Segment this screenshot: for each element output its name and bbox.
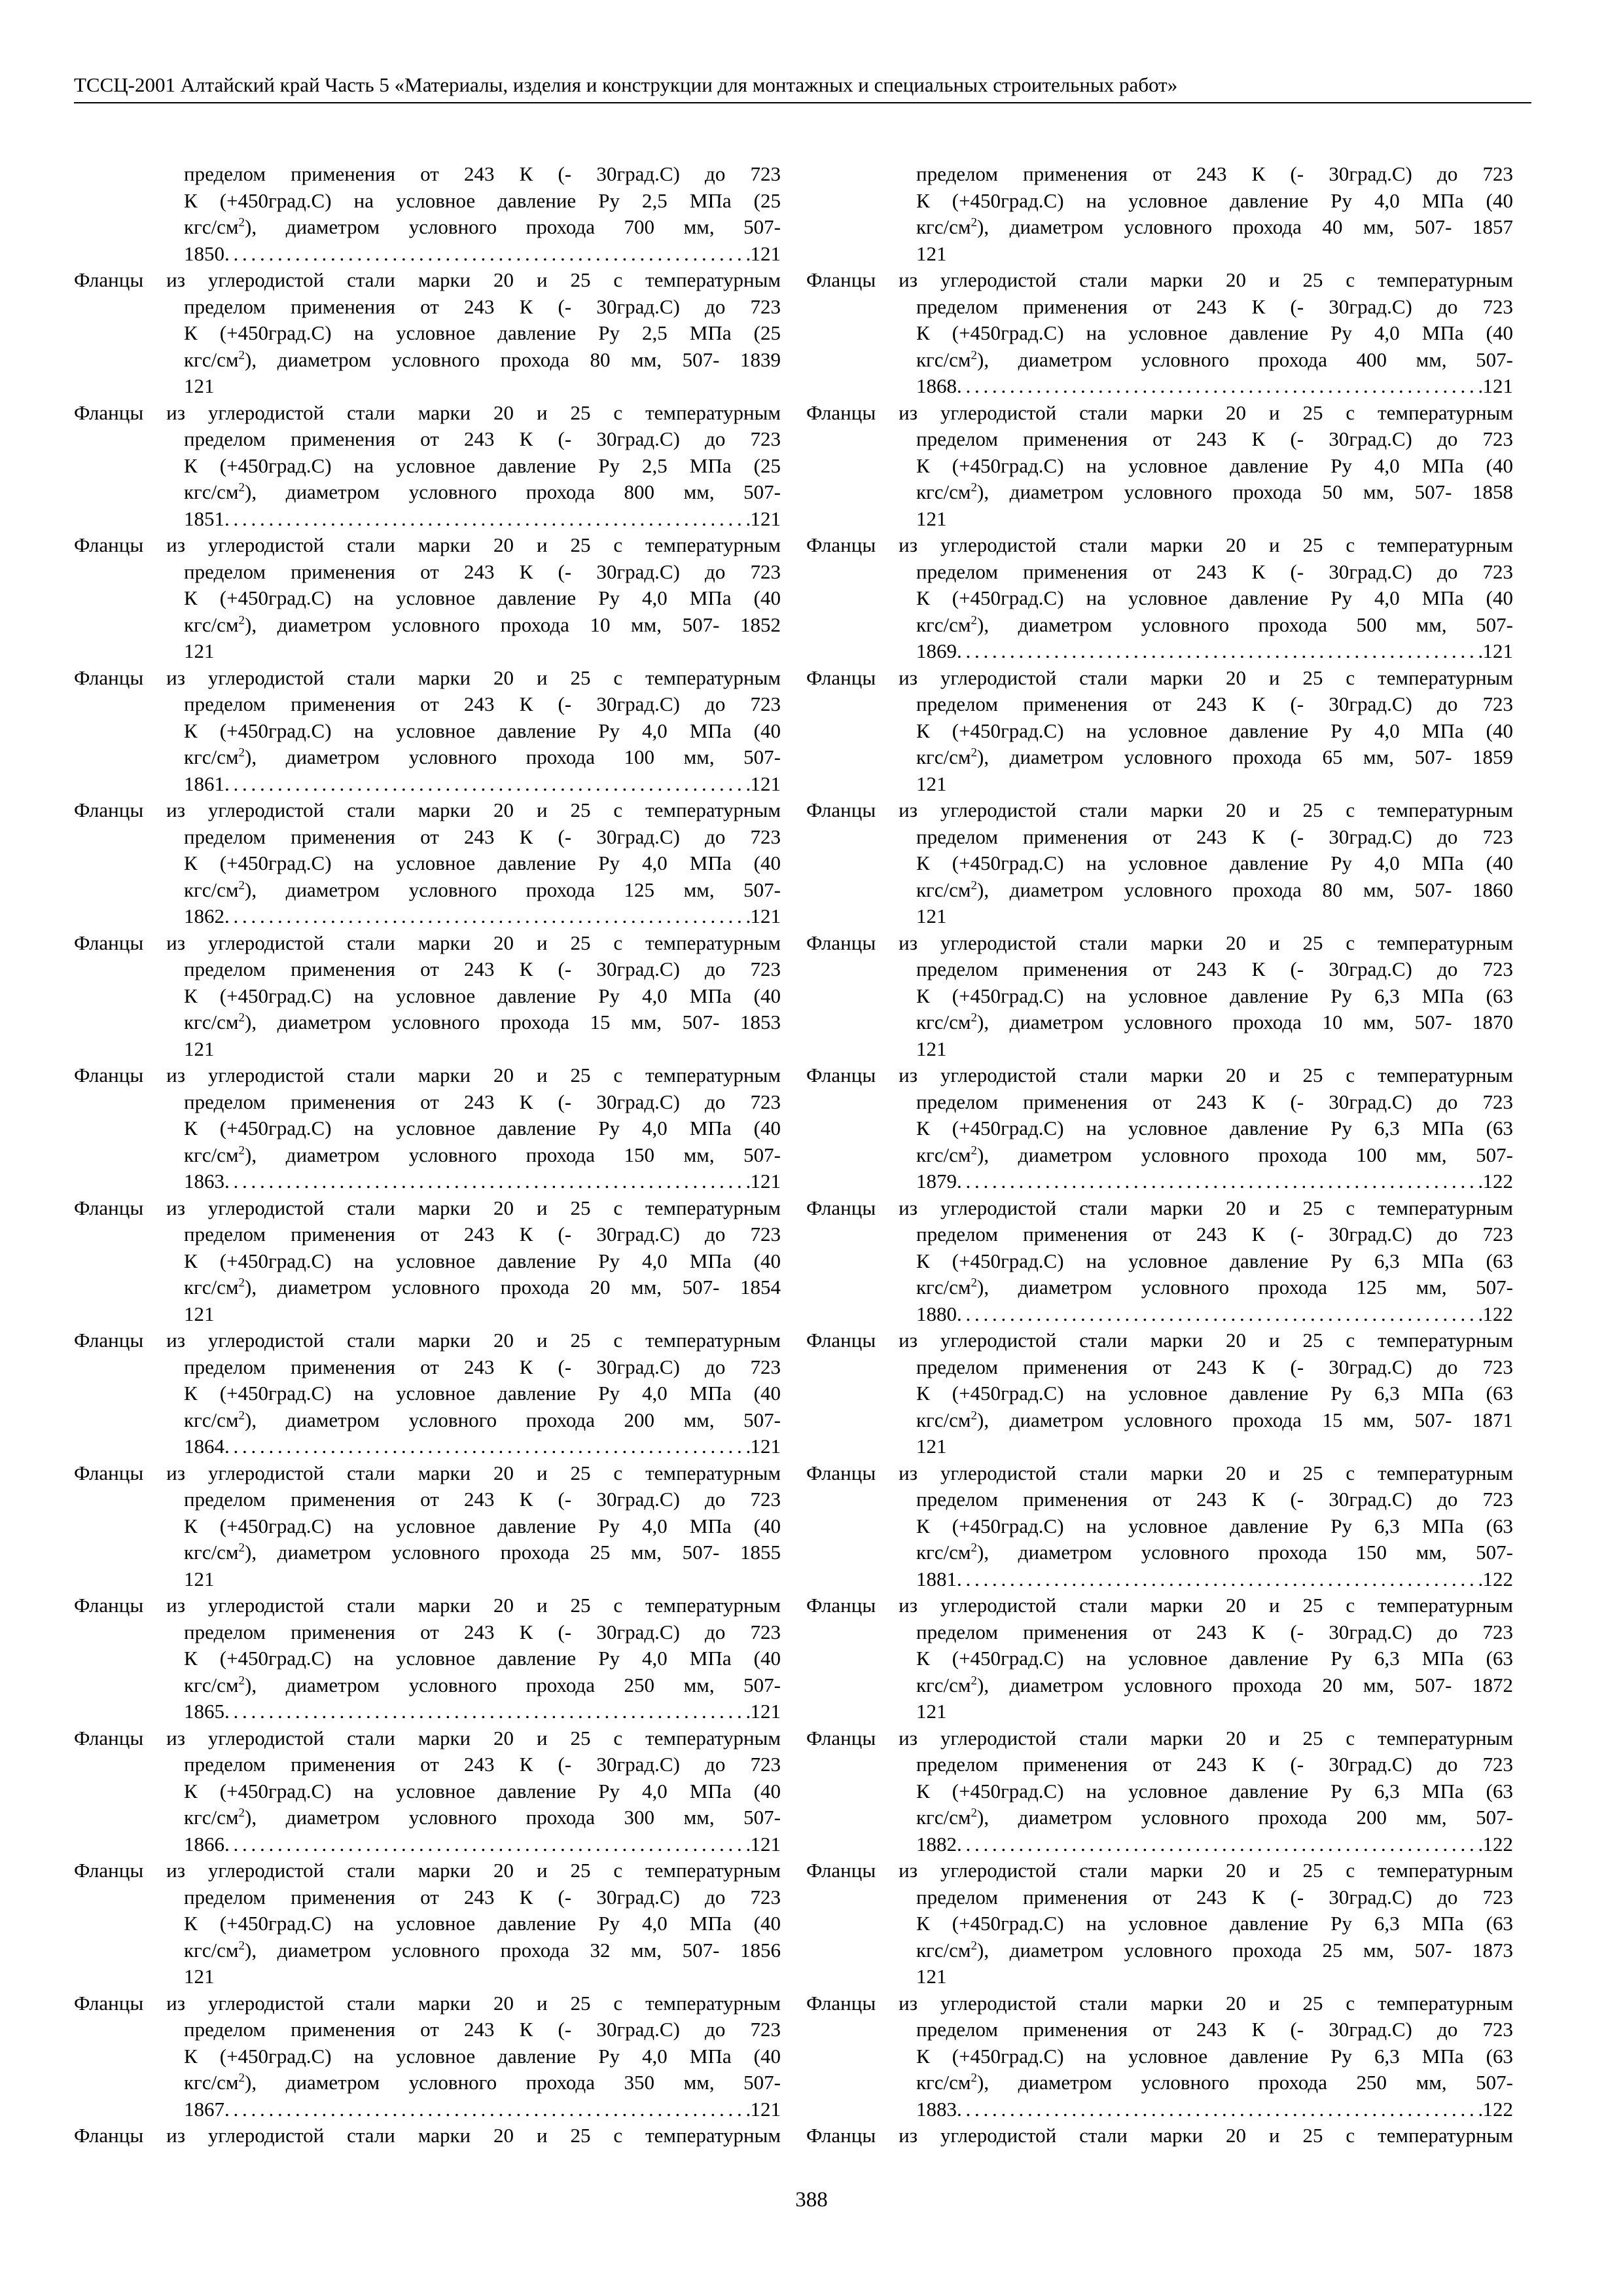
superscript-2: 2: [238, 1143, 245, 1158]
entry-diameter-line: кгс/$см^2$), диаметром условного прохода 15 мм, 507- 1853: [184, 1011, 781, 1033]
entry-temperature-line: пределом применения от 243 К (- 30град.С) до 723: [184, 825, 781, 848]
entry-diameter-line: кгс/$см^2$), диаметром условного прохода 150 мм, 507-: [184, 1143, 781, 1166]
catalog-entry: [74, 400, 781, 533]
entry-title-line: Фланцы из углеродистой стали марки 20 и 25 с температурным: [74, 1859, 781, 1882]
entry-diameter-line: кгс/$см^2$), диаметром условного прохода 50 мм, 507- 1858: [916, 480, 1513, 503]
entry-temperature-line: пределом применения от 243 К (- 30град.С) до 723: [184, 958, 781, 980]
catalog-entry: [74, 1725, 781, 1858]
entry-title-line: Фланцы из углеродистой стали марки 20 и 25 с температурным: [74, 666, 781, 689]
catalog-entry: [74, 797, 781, 930]
catalog-entry: [806, 1990, 1513, 2123]
entry-pressure-line: К (+450град.С) на условное давление Ру 6,3 МПа (63: [916, 1514, 1513, 1537]
superscript-2: 2: [238, 745, 245, 760]
entry-pressure-line: К (+450град.С) на условное давление Ру 4,0 МПа (40: [916, 454, 1513, 477]
superscript-2: 2: [238, 215, 245, 230]
entry-title-line: Фланцы из углеродистой стали марки 20 и 25 с температурным: [806, 1196, 1513, 1219]
leader-dots: [957, 638, 1483, 665]
superscript-2: 2: [971, 1143, 978, 1158]
catalog-entry: [806, 1195, 1513, 1328]
leader-dots: [957, 1566, 1483, 1593]
entry-temperature-line: пределом применения от 243 К (- 30град.С) до 723: [184, 2018, 781, 2041]
entry-pressure-line: К (+450град.С) на условное давление Ру 6,3 МПа (63: [916, 2044, 1513, 2068]
superscript-2: 2: [238, 878, 245, 893]
catalog-entry: [806, 930, 1513, 1063]
leader-dots: [957, 1301, 1483, 1328]
entry-title-line: Фланцы из углеродистой стали марки 20 и 25 с температурным: [74, 268, 781, 291]
leader-dots: [957, 1831, 1483, 1858]
catalog-entry: [806, 267, 1513, 400]
entry-code: 1867: [184, 2097, 224, 2121]
entry-diameter-line: кгс/$см^2$), диаметром условного прохода 20 мм, 507- 1872: [916, 1673, 1513, 1696]
entry-code-line: [184, 506, 781, 533]
leader-dots: [957, 373, 1483, 400]
superscript-2: 2: [971, 480, 978, 495]
entry-pressure-line: К (+450град.С) на условное давление Ру 4,0 МПа (40: [184, 1249, 781, 1272]
entry-pressure-line: К (+450град.С) на условное давление Ру 4,0 МПа (40: [184, 852, 781, 874]
entry-temperature-line: пределом применения от 243 К (- 30град.С) до 723: [916, 2018, 1513, 2041]
entry-page-ref: 121: [750, 242, 781, 265]
entry-diameter-line: кгс/$см^2$), диаметром условного прохода 80 мм, 507- 1839: [184, 348, 781, 371]
entry-temperature-line: пределом применения от 243 К (- 30град.С) до 723: [916, 295, 1513, 318]
entry-page-ref: 121: [750, 2097, 781, 2121]
entry-title-line: Фланцы из углеродистой стали марки 20 и 25 с температурным: [74, 1726, 781, 1749]
entry-page-ref: 121: [750, 1700, 781, 1723]
entry-page-ref: 121: [1482, 639, 1513, 662]
entry-title-line: Фланцы из углеродистой стали марки 20 и 25 с температурным: [74, 1064, 781, 1086]
entry-page-ref: 121: [916, 1037, 947, 1060]
catalog-entry: [74, 1195, 781, 1328]
entry-code-line: [184, 1698, 781, 1725]
entry-pressure-line: К (+450град.С) на условное давление Ру 4,0 МПа (40: [184, 1117, 781, 1139]
superscript-2: 2: [971, 1541, 978, 1555]
catalog-entry: [74, 1460, 781, 1593]
entry-diameter-line: кгс/$см^2$), диаметром условного прохода 400 мм, 507-: [916, 348, 1513, 371]
superscript-2: 2: [238, 480, 245, 495]
entry-diameter-line: кгс/$см^2$), диаметром условного прохода 80 мм, 507- 1860: [916, 878, 1513, 901]
superscript-2: 2: [238, 1011, 245, 1025]
entry-diameter-line: кгс/$см^2$), диаметром условного прохода 25 мм, 507- 1873: [916, 1938, 1513, 1962]
superscript-2: 2: [971, 1674, 978, 1688]
catalog-entry: [806, 1062, 1513, 1195]
entry-title-line: Фланцы из углеродистой стали марки 20 и 25 с температурным: [806, 533, 1513, 556]
entry-diameter-line: кгс/$см^2$), диаметром условного прохода 300 мм, 507-: [184, 1806, 781, 1829]
entry-pressure-line: К (+450град.С) на условное давление Ру 6,3 МПа (63: [916, 1249, 1513, 1272]
catalog-entry: [74, 532, 781, 665]
entry-pressure-line: К (+450град.С) на условное давление Ру 4,0 МПа (40: [916, 321, 1513, 344]
entry-code: 1882: [916, 1832, 957, 1856]
entry-title-line: Фланцы из углеродистой стали марки 20 и 25 с температурным: [806, 1991, 1513, 2015]
entry-pressure-line: К (+450град.С) на условное давление Ру 4,0 МПа (40: [184, 2044, 781, 2068]
entry-code-line: [916, 1566, 1513, 1593]
superscript-2: 2: [238, 1674, 245, 1688]
entry-code-line: [916, 1301, 1513, 1328]
entry-diameter-line: кгс/$см^2$), диаметром условного прохода 150 мм, 507-: [916, 1541, 1513, 1564]
entry-diameter-line: кгс/$см^2$), диаметром условного прохода 15 мм, 507- 1871: [916, 1408, 1513, 1431]
entry-page-ref: 122: [1482, 2097, 1513, 2121]
superscript-2: 2: [971, 1408, 978, 1423]
entry-page-line: [184, 1964, 781, 1990]
superscript-2: 2: [238, 1806, 245, 1820]
entry-diameter-line: кгс/$см^2$), диаметром условного прохода 10 мм, 507- 1852: [184, 613, 781, 636]
entry-page-line: [184, 1036, 781, 1063]
entry-page-line: [916, 1964, 1513, 1990]
entry-pressure-line: К (+450град.С) на условное давление Ру 4,0 МПа (40: [184, 1382, 781, 1405]
entry-page-ref: 122: [1482, 1170, 1513, 1193]
entry-temperature-line: пределом применения от 243 К (- 30град.С) до 723: [916, 1488, 1513, 1511]
entry-title-line: Фланцы из углеродистой стали марки 20 и 25 с температурным: [74, 533, 781, 556]
entry-pressure-line: К (+450град.С) на условное давление Ру 4,0 МПа (40: [184, 1514, 781, 1537]
entry-diameter-line: кгс/$см^2$), диаметром условного прохода 40 мм, 507- 1857: [916, 215, 1513, 238]
entry-code-line: [184, 241, 781, 268]
entry-page-line: [184, 1301, 781, 1328]
superscript-2: 2: [971, 1276, 978, 1290]
entry-temperature-line: пределом применения от 243 К (- 30град.С) до 723: [916, 560, 1513, 583]
entry-temperature-line: пределом применения от 243 К (- 30град.С) до 723: [916, 1620, 1513, 1643]
entry-page-ref: 121: [184, 374, 215, 397]
catalog-entry: [806, 400, 1513, 533]
entry-title-line: Фланцы из углеродистой стали марки 20 и 25 с температурным: [806, 1726, 1513, 1749]
entry-pressure-line: К (+450град.С) на условное давление Ру 4,0 МПа (40: [916, 719, 1513, 742]
entry-title-line: Фланцы из углеродистой стали марки 20 и 25 с температурным: [74, 401, 781, 424]
entry-pressure-line: К (+450град.С) на условное давление Ру 2,5 МПа (25: [184, 321, 781, 344]
entry-code: 1864: [184, 1435, 224, 1458]
entry-page-ref: 121: [750, 1832, 781, 1856]
superscript-2: 2: [971, 1939, 978, 1953]
entry-diameter-line: кгс/$см^2$), диаметром условного прохода 125 мм, 507-: [916, 1276, 1513, 1299]
entry-diameter-line: кгс/$см^2$), диаметром условного прохода 100 мм, 507-: [184, 745, 781, 768]
running-header: [74, 72, 1531, 103]
entry-code: 1881: [916, 1567, 957, 1590]
entry-pressure-line: К (+450град.С) на условное давление Ру 4,0 МПа (40: [916, 586, 1513, 609]
entry-page-line: [916, 1036, 1513, 1063]
leader-dots: [224, 1698, 751, 1725]
entry-page-ref: 122: [1482, 1567, 1513, 1590]
entry-code-line: [184, 903, 781, 930]
entry-temperature-line: пределом применения от 243 К (- 30град.С) до 723: [184, 1488, 781, 1511]
entry-temperature-line: пределом применения от 243 К (- 30град.С) до 723: [916, 1090, 1513, 1113]
entry-code-line: [184, 1168, 781, 1195]
catalog-entry: [806, 1857, 1513, 1990]
catalog-entry: [806, 797, 1513, 930]
page-number: 388: [795, 2188, 828, 2212]
leader-dots: [224, 1831, 751, 1858]
entry-page-ref: 122: [1482, 1302, 1513, 1325]
leader-dots: [224, 903, 751, 930]
entry-page-ref: 121: [750, 772, 781, 795]
entry-code: 1861: [184, 772, 224, 795]
superscript-2: 2: [971, 1011, 978, 1025]
catalog-entry: [74, 1857, 781, 1990]
superscript-2: 2: [971, 1806, 978, 1820]
entry-page-ref: 121: [916, 1700, 947, 1723]
entry-diameter-line: кгс/$см^2$), диаметром условного прохода 350 мм, 507-: [184, 2071, 781, 2094]
entry-temperature-line: пределом применения от 243 К (- 30град.С) до 723: [184, 692, 781, 715]
entry-temperature-line: пределом применения от 243 К (- 30град.С) до 723: [916, 1753, 1513, 1776]
catalog-entry: [74, 665, 781, 798]
entry-temperature-line: пределом применения от 243 К (- 30град.С) до 723: [916, 958, 1513, 980]
entry-code: 1851: [184, 507, 224, 530]
entry-pressure-line: К (+450град.С) на условное давление Ру 4,0 МПа (40: [184, 984, 781, 1007]
entry-diameter-line: кгс/$см^2$), диаметром условного прохода 32 мм, 507- 1856: [184, 1938, 781, 1962]
entry-code: 1863: [184, 1170, 224, 1193]
entry-title-line: Фланцы из углеродистой стали марки 20 и 25 с температурным: [806, 798, 1513, 821]
entry-pressure-line: К (+450град.С) на условное давление Ру 4,0 МПа (40: [184, 719, 781, 742]
superscript-2: 2: [971, 2071, 978, 2085]
entry-page-line: [916, 1698, 1513, 1725]
catalog-entry: [806, 532, 1513, 665]
right-column: [806, 161, 1513, 2149]
entry-pressure-line: К (+450град.С) на условное давление Ру 6,3 МПа (63: [916, 1382, 1513, 1405]
entry-title-line: Фланцы из углеродистой стали марки 20 и 25 с температурным: [806, 1859, 1513, 1882]
entry-code: 1880: [916, 1302, 957, 1325]
entry-diameter-line: кгс/$см^2$), диаметром условного прохода 700 мм, 507-: [184, 215, 781, 238]
entry-title-line: Фланцы из углеродистой стали марки 20 и 25 с температурным: [74, 1461, 781, 1484]
entry-code: 1865: [184, 1700, 224, 1723]
entry-page-ref: 121: [184, 639, 215, 662]
entry-temperature-line: пределом применения от 243 К (- 30град.С) до 723: [184, 1355, 781, 1378]
superscript-2: 2: [971, 745, 978, 760]
entry-title-line: Фланцы из углеродистой стали марки 20 и 25 с температурным: [74, 1329, 781, 1352]
entry-page-line: [184, 1566, 781, 1593]
entry-diameter-line: кгс/$см^2$), диаметром условного прохода 25 мм, 507- 1855: [184, 1541, 781, 1564]
entry-diameter-line: кгс/$см^2$), диаметром условного прохода 100 мм, 507-: [916, 1143, 1513, 1166]
entry-pressure-line: К (+450град.С) на условное давление Ру 2,5 МПа (25: [184, 188, 781, 212]
catalog-entry: [806, 1592, 1513, 1725]
entry-temperature-line: пределом применения от 243 К (- 30град.С) до 723: [916, 825, 1513, 848]
entry-title-line: Фланцы из углеродистой стали марки 20 и 25 с температурным: [806, 401, 1513, 424]
catalog-entry: [74, 930, 781, 1063]
entry-code: 1862: [184, 905, 224, 927]
entry-temperature-line: пределом применения от 243 К (- 30град.С) до 723: [916, 427, 1513, 450]
catalog-entry: [806, 1725, 1513, 1858]
catalog-entry: [74, 1327, 781, 1460]
leader-dots: [224, 241, 751, 268]
entry-title-line: Фланцы из углеродистой стали марки 20 и 25 с температурным: [74, 931, 781, 954]
superscript-2: 2: [238, 2071, 245, 2085]
entry-pressure-line: К (+450град.С) на условное давление Ру 4,0 МПа (40: [916, 852, 1513, 874]
entry-page-line: [916, 1433, 1513, 1460]
entry-page-ref: 122: [1482, 1832, 1513, 1856]
entry-code-line: [916, 1831, 1513, 1858]
entry-pressure-line: К (+450град.С) на условное давление Ру 4,0 МПа (40: [184, 1647, 781, 1670]
entry-page-ref: 121: [184, 1965, 215, 1988]
catalog-entry: [806, 1327, 1513, 1460]
entry-page-line: [916, 903, 1513, 930]
superscript-2: 2: [971, 348, 978, 363]
entry-pressure-line: К (+450град.С) на условное давление Ру 6,3 МПа (63: [916, 1647, 1513, 1670]
catalog-entry: [806, 665, 1513, 798]
catalog-entry: [806, 161, 1513, 267]
entry-code: 1883: [916, 2097, 957, 2121]
entry-page-ref: 121: [916, 1965, 947, 1988]
entry-pressure-line: К (+450град.С) на условное давление Ру 4,0 МПа (40: [184, 1779, 781, 1803]
entry-temperature-line: пределом применения от 243 К (- 30град.С) до 723: [916, 162, 1513, 185]
entry-temperature-line: пределом применения от 243 К (- 30град.С) до 723: [184, 1223, 781, 1246]
entry-page-ref: 121: [750, 1435, 781, 1458]
entry-title-line: Фланцы из углеродистой стали марки 20 и 25 с температурным: [74, 2124, 781, 2147]
entry-title-line: Фланцы из углеродистой стали марки 20 и 25 с температурным: [806, 1064, 1513, 1086]
entry-title-line: Фланцы из углеродистой стали марки 20 и 25 с температурным: [74, 1196, 781, 1219]
entry-temperature-line: пределом применения от 243 К (- 30град.С) до 723: [184, 1620, 781, 1643]
entry-temperature-line: пределом применения от 243 К (- 30град.С) до 723: [916, 1885, 1513, 1909]
entry-temperature-line: пределом применения от 243 К (- 30град.С) до 723: [184, 1090, 781, 1113]
entry-page-ref: 121: [750, 905, 781, 927]
entry-title-line: Фланцы из углеродистой стали марки 20 и 25 с температурным: [806, 2124, 1513, 2147]
superscript-2: 2: [971, 878, 978, 893]
entry-pressure-line: К (+450град.С) на условное давление Ру 4,0 МПа (40: [916, 188, 1513, 212]
entry-title-line: Фланцы из углеродистой стали марки 20 и 25 с температурным: [806, 1461, 1513, 1484]
superscript-2: 2: [238, 348, 245, 363]
leader-dots: [224, 506, 751, 533]
entry-code-line: [916, 638, 1513, 665]
entry-temperature-line: пределом применения от 243 К (- 30град.С) до 723: [916, 1223, 1513, 1246]
entry-diameter-line: кгс/$см^2$), диаметром условного прохода 20 мм, 507- 1854: [184, 1276, 781, 1299]
entry-page-ref: 121: [916, 905, 947, 927]
entry-title-line: Фланцы из углеродистой стали марки 20 и 25 с температурным: [74, 1594, 781, 1617]
superscript-2: 2: [238, 1408, 245, 1423]
catalog-entry: [74, 1990, 781, 2123]
catalog-entry: [74, 161, 781, 267]
entry-code: 1868: [916, 374, 957, 397]
entry-page-line: [184, 373, 781, 400]
entry-page-ref: 121: [916, 772, 947, 795]
entry-pressure-line: К (+450град.С) на условное давление Ру 2,5 МПа (25: [184, 454, 781, 477]
entry-title-line: Фланцы из углеродистой стали марки 20 и 25 с температурным: [806, 268, 1513, 291]
running-header-text: ТССЦ-2001 Алтайский край Часть 5 «Материалы, изделия и конструкции для монтажных и специальных строительных работ»: [74, 73, 1178, 96]
entry-title-line: Фланцы из углеродистой стали марки 20 и 25 с температурным: [806, 931, 1513, 954]
entry-diameter-line: кгс/$см^2$), диаметром условного прохода 250 мм, 507-: [184, 1673, 781, 1696]
entry-temperature-line: пределом применения от 243 К (- 30град.С) до 723: [184, 1753, 781, 1776]
entry-code: 1869: [916, 639, 957, 662]
entry-diameter-line: кгс/$см^2$), диаметром условного прохода 250 мм, 507-: [916, 2071, 1513, 2094]
superscript-2: 2: [971, 613, 978, 628]
leader-dots: [957, 2096, 1483, 2123]
superscript-2: 2: [238, 1276, 245, 1290]
entry-page-ref: 121: [916, 242, 947, 265]
entry-page-ref: 121: [184, 1567, 215, 1590]
entry-temperature-line: пределом применения от 243 К (- 30град.С) до 723: [184, 1885, 781, 1909]
catalog-entry-partial: [806, 2123, 1513, 2149]
catalog-entry: [806, 1460, 1513, 1593]
entry-page-ref: 121: [1482, 374, 1513, 397]
entry-title-line: Фланцы из углеродистой стали марки 20 и 25 с температурным: [74, 1991, 781, 2015]
entry-temperature-line: пределом применения от 243 К (- 30град.С) до 723: [184, 295, 781, 318]
catalog-entry: [74, 1062, 781, 1195]
entry-code-line: [184, 1831, 781, 1858]
entry-page-line: [916, 241, 1513, 268]
superscript-2: 2: [238, 1541, 245, 1555]
entry-code-line: [184, 771, 781, 798]
entry-code-line: [916, 373, 1513, 400]
entry-temperature-line: пределом применения от 243 К (- 30град.С) до 723: [916, 1355, 1513, 1378]
entry-page-ref: 121: [916, 507, 947, 530]
left-column: [74, 161, 781, 2149]
catalog-entry-partial: [74, 2123, 781, 2149]
entry-code: 1850: [184, 242, 224, 265]
superscript-2: 2: [238, 1939, 245, 1953]
entry-temperature-line: пределом применения от 243 К (- 30град.С) до 723: [184, 427, 781, 450]
entry-code-line: [184, 2096, 781, 2123]
entry-title-line: Фланцы из углеродистой стали марки 20 и 25 с температурным: [806, 1594, 1513, 1617]
leader-dots: [224, 1433, 751, 1460]
leader-dots: [957, 1168, 1483, 1195]
entry-diameter-line: кгс/$см^2$), диаметром условного прохода 800 мм, 507-: [184, 480, 781, 503]
entry-diameter-line: кгс/$см^2$), диаметром условного прохода 200 мм, 507-: [916, 1806, 1513, 1829]
entry-code-line: [184, 1433, 781, 1460]
entry-temperature-line: пределом применения от 243 К (- 30град.С) до 723: [916, 692, 1513, 715]
entry-temperature-line: пределом применения от 243 К (- 30град.С) до 723: [184, 162, 781, 185]
entry-pressure-line: К (+450град.С) на условное давление Ру 6,3 МПа (63: [916, 984, 1513, 1007]
entry-pressure-line: К (+450град.С) на условное давление Ру 6,3 МПа (63: [916, 1912, 1513, 1935]
entry-pressure-line: К (+450град.С) на условное давление Ру 6,3 МПа (63: [916, 1117, 1513, 1139]
entry-page-line: [916, 771, 1513, 798]
entry-code-line: [916, 2096, 1513, 2123]
entry-page-ref: 121: [184, 1302, 215, 1325]
catalog-entry: [74, 1592, 781, 1725]
entry-pressure-line: К (+450град.С) на условное давление Ру 4,0 МПа (40: [184, 1912, 781, 1935]
entry-page-ref: 121: [750, 1170, 781, 1193]
superscript-2: 2: [971, 215, 978, 230]
entry-page-ref: 121: [750, 507, 781, 530]
leader-dots: [224, 1168, 751, 1195]
catalog-entry: [74, 267, 781, 400]
leader-dots: [224, 771, 751, 798]
entry-code: 1879: [916, 1170, 957, 1193]
leader-dots: [224, 2096, 751, 2123]
entry-diameter-line: кгс/$см^2$), диаметром условного прохода 500 мм, 507-: [916, 613, 1513, 636]
entry-pressure-line: К (+450град.С) на условное давление Ру 4,0 МПа (40: [184, 586, 781, 609]
entry-title-line: Фланцы из углеродистой стали марки 20 и 25 с температурным: [806, 1329, 1513, 1352]
entry-title-line: Фланцы из углеродистой стали марки 20 и 25 с температурным: [74, 798, 781, 821]
entry-diameter-line: кгс/$см^2$), диаметром условного прохода 200 мм, 507-: [184, 1408, 781, 1431]
entry-pressure-line: К (+450град.С) на условное давление Ру 6,3 МПа (63: [916, 1779, 1513, 1803]
superscript-2: 2: [238, 613, 245, 628]
entry-code: 1866: [184, 1832, 224, 1856]
entry-page-ref: 121: [916, 1435, 947, 1458]
entry-title-line: Фланцы из углеродистой стали марки 20 и 25 с температурным: [806, 666, 1513, 689]
entry-temperature-line: пределом применения от 243 К (- 30град.С) до 723: [184, 560, 781, 583]
entry-diameter-line: кгс/$см^2$), диаметром условного прохода 125 мм, 507-: [184, 878, 781, 901]
entry-page-line: [184, 638, 781, 665]
entry-page-line: [916, 506, 1513, 533]
entry-diameter-line: кгс/$см^2$), диаметром условного прохода 10 мм, 507- 1870: [916, 1011, 1513, 1033]
entry-page-ref: 121: [184, 1037, 215, 1060]
entry-code-line: [916, 1168, 1513, 1195]
entry-diameter-line: кгс/$см^2$), диаметром условного прохода 65 мм, 507- 1859: [916, 745, 1513, 768]
